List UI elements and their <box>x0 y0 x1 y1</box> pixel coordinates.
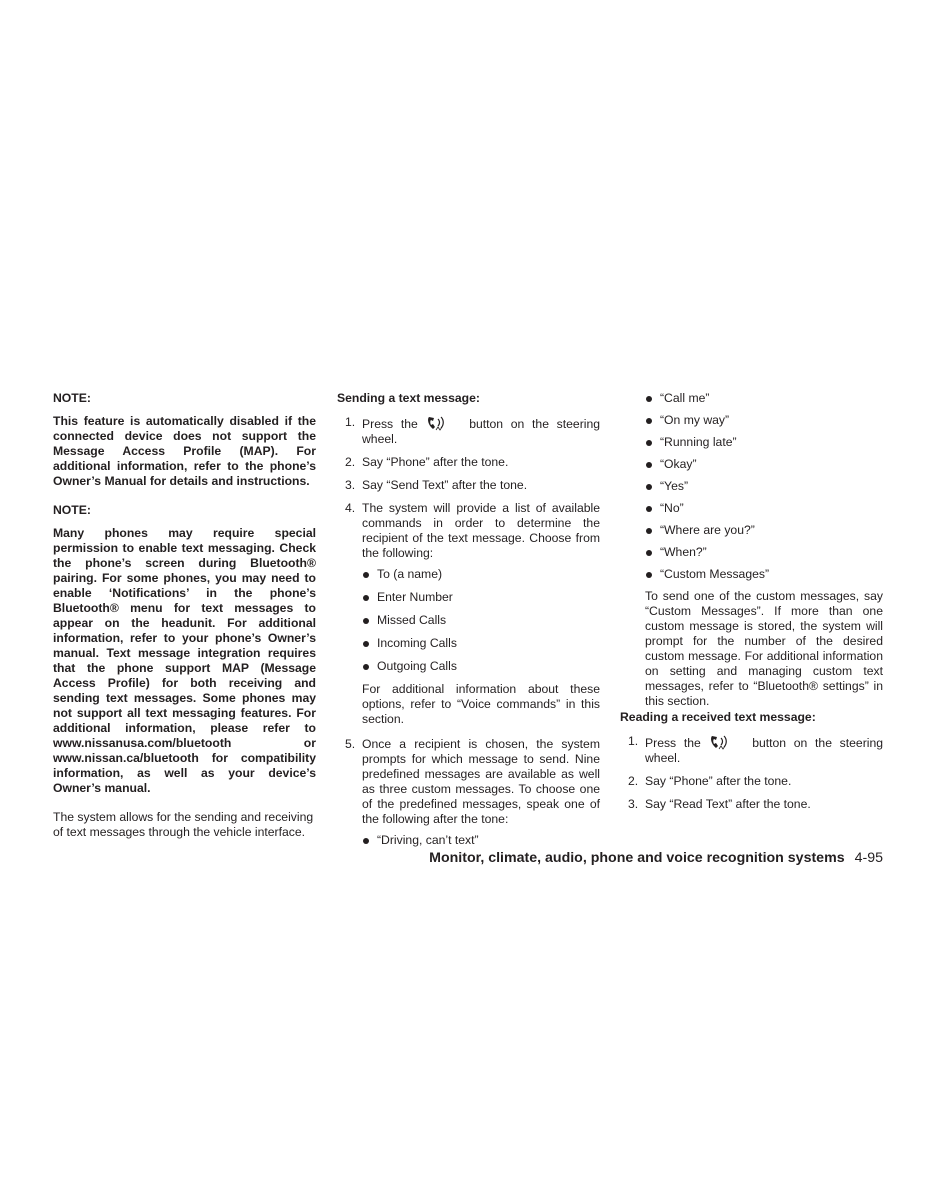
bullet-icon <box>363 572 369 578</box>
step-number: 4. <box>345 501 356 515</box>
bullet-icon <box>646 462 652 468</box>
bullet-icon <box>646 418 652 424</box>
bullet-icon <box>363 641 369 647</box>
left-column <box>53 391 316 840</box>
step-item <box>337 415 600 447</box>
step-number: 1. <box>628 734 639 748</box>
sending-steps <box>337 415 600 848</box>
step-item <box>620 734 883 766</box>
bullet-icon <box>363 664 369 670</box>
note-map-disabled: This feature is automatically disabled if the connected device does not support the Message Access Profile (MAP). For additional information, refer to the phone’s Owner’s Manual for details and instructions. <box>53 414 316 488</box>
list-item: Missed Calls <box>362 613 600 628</box>
phone-voice-icon <box>426 415 456 431</box>
list-item: Enter Number <box>362 590 600 605</box>
step-text: Say “Send Text” after the tone. <box>362 478 528 492</box>
step-text: The system will provide a list of available commands in order to determine the recipient of the text message. Choose from the following: <box>362 501 600 560</box>
list-item: “Driving, can’t text” <box>362 833 600 848</box>
step-text: Say “Read Text” after the tone. <box>645 797 811 811</box>
step-item <box>337 501 600 727</box>
right-column <box>620 391 883 820</box>
reading-steps <box>620 734 883 812</box>
list-item: To (a name) <box>362 567 600 582</box>
step-text: button on the steering wheel. <box>362 417 601 446</box>
message-list-continued <box>620 391 883 582</box>
list-item: Incoming Calls <box>362 636 600 651</box>
list-item: “Call me” <box>645 391 883 406</box>
list-item: “On my way” <box>645 413 883 428</box>
bullet-icon <box>646 572 652 578</box>
step-number: 2. <box>628 774 639 788</box>
step-text: Say “Phone” after the tone. <box>362 455 509 469</box>
system-description: The system allows for the sending and receiving of text messages through the vehicle interface. <box>53 810 314 839</box>
message-list <box>362 833 600 848</box>
bullet-icon <box>363 618 369 624</box>
page-number: 4-95 <box>854 850 883 866</box>
list-item: “Running late” <box>645 435 883 450</box>
step-item <box>337 478 600 493</box>
middle-column <box>337 391 600 856</box>
bullet-icon <box>646 484 652 490</box>
list-item: “No” <box>645 501 883 516</box>
page-footer <box>420 849 883 867</box>
custom-messages-note: To send one of the custom messages, say “Custom Messages”. If more than one custom message is stored, the system will prompt for the number of the desired custom message. For additional information on setting and managing custom text messages, refer to “Bluetooth® settings” in this section. <box>645 589 883 708</box>
step-number: 1. <box>345 415 356 429</box>
recipient-options-list <box>362 567 600 674</box>
voice-commands-note: For additional information about these options, refer to “Voice commands” in this section. <box>362 682 600 726</box>
section-heading-reading: Reading a received text message: <box>620 710 816 724</box>
note-heading: NOTE: <box>53 503 91 517</box>
list-item: “Okay” <box>645 457 883 472</box>
step-item <box>337 455 600 470</box>
step-item <box>620 797 883 812</box>
section-heading-sending: Sending a text message: <box>337 391 480 405</box>
phone-voice-icon <box>709 734 739 750</box>
step-number: 5. <box>345 737 356 751</box>
step-item <box>620 774 883 789</box>
bullet-icon <box>646 506 652 512</box>
bullet-icon <box>646 440 652 446</box>
section-title: Monitor, climate, audio, phone and voice recognition systems <box>429 850 845 866</box>
bullet-icon <box>363 595 369 601</box>
step-number: 3. <box>345 478 356 492</box>
bullet-icon <box>363 838 369 844</box>
step-item <box>337 737 600 848</box>
list-item: “When?” <box>645 545 883 560</box>
step-text: Say “Phone” after the tone. <box>645 774 792 788</box>
step-number: 2. <box>345 455 356 469</box>
list-item: “Custom Messages” <box>645 567 883 582</box>
step-text: Press the <box>362 417 418 431</box>
bullet-icon <box>646 396 652 402</box>
step-text: Press the <box>645 736 701 750</box>
step-text: Once a recipient is chosen, the system prompts for which message to send. Nine predefined messages are available as well as three custom messages. To choose one of the predefined messages, speak one of the following after the tone: <box>362 737 600 826</box>
step-number: 3. <box>628 797 639 811</box>
note-phone-permissions: Many phones may require special permission to enable text messaging. Check the phone’s screen during Bluetooth® pairing. For some phones, you may need to enable ‘Notifications’ in the phone’s Bluetooth® menu for text messages to appear on the headunit. For additional information, refer to your phone’s Owner’s manual. Text message integration requires that the phone support MAP (Message Access Profile) for both receiving and sending text messages. Some phones may not support all text messaging features. For additional information, please refer to www.nissanusa.com/bluetooth or www.nissan.ca/bluetooth for compatibility information, as well as your device’s Owner’s manual. <box>53 526 316 795</box>
bullet-icon <box>646 528 652 534</box>
bullet-icon <box>646 550 652 556</box>
list-item: “Yes” <box>645 479 883 494</box>
step-text: button on the steering wheel. <box>645 736 884 765</box>
note-heading: NOTE: <box>53 391 91 405</box>
list-item: “Where are you?” <box>645 523 883 538</box>
list-item: Outgoing Calls <box>362 659 600 674</box>
